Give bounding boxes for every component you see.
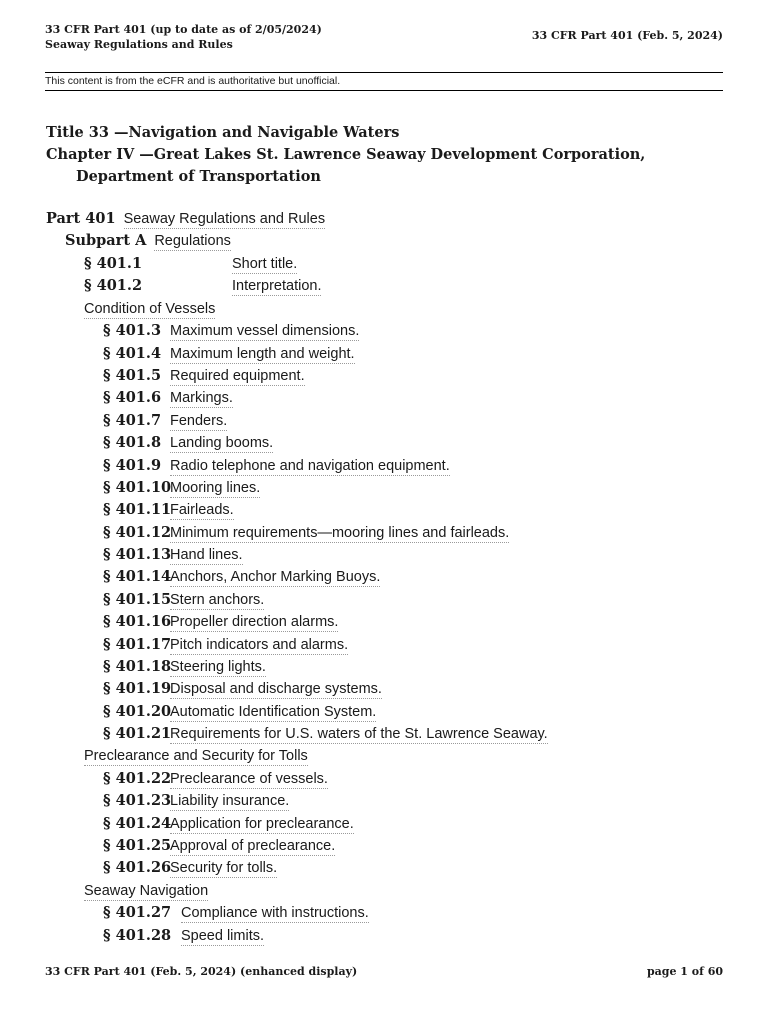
section-title-link[interactable]: Approval of preclearance. bbox=[170, 838, 336, 854]
section-number: § 401.15 bbox=[103, 591, 172, 608]
section-title-link[interactable]: Short title. bbox=[232, 256, 298, 272]
section-title-link[interactable]: Pitch indicators and alarms. bbox=[170, 637, 349, 653]
section-row[interactable] bbox=[103, 656, 266, 678]
section-title-link[interactable]: Landing booms. bbox=[170, 435, 274, 451]
section-number: § 401.28 bbox=[103, 927, 172, 944]
section-row[interactable] bbox=[103, 387, 233, 409]
section-title-link[interactable]: Interpretation. bbox=[232, 278, 322, 294]
section-row[interactable] bbox=[103, 768, 328, 790]
header-right-citation: 33 CFR Part 401 (Feb. 5, 2024) bbox=[531, 29, 723, 42]
group-heading-link[interactable]: Preclearance and Security for Tolls bbox=[84, 748, 308, 764]
group-row[interactable] bbox=[84, 880, 208, 902]
section-number: § 401.8 bbox=[103, 434, 162, 451]
section-title-link[interactable]: Fenders. bbox=[170, 413, 228, 429]
section-number: § 401.16 bbox=[103, 613, 172, 630]
section-title-link[interactable]: Maximum vessel dimensions. bbox=[170, 323, 360, 339]
section-title-link[interactable]: Application for preclearance. bbox=[170, 816, 354, 832]
part-row[interactable] bbox=[46, 208, 325, 230]
section-number: § 401.23 bbox=[103, 792, 172, 809]
page-number: page 1 of 60 bbox=[646, 965, 723, 978]
section-number: § 401.9 bbox=[103, 457, 162, 474]
section-title-link[interactable]: Mooring lines. bbox=[170, 480, 261, 496]
section-number: § 401.19 bbox=[103, 680, 172, 697]
section-title-link[interactable]: Hand lines. bbox=[170, 547, 243, 563]
section-row[interactable] bbox=[103, 678, 382, 700]
subpart-label: Subpart A bbox=[65, 232, 147, 249]
section-number: § 401.6 bbox=[103, 389, 162, 406]
subpart-row[interactable] bbox=[65, 230, 231, 252]
section-number: § 401.4 bbox=[103, 345, 162, 362]
section-row[interactable] bbox=[103, 432, 273, 454]
section-number: § 401.2 bbox=[84, 277, 143, 294]
section-number: § 401.21 bbox=[103, 725, 172, 742]
section-row[interactable] bbox=[103, 544, 243, 566]
section-number: § 401.11 bbox=[103, 501, 172, 518]
section-number: § 401.18 bbox=[103, 658, 172, 675]
section-row[interactable] bbox=[103, 589, 264, 611]
group-row[interactable] bbox=[84, 298, 215, 320]
section-row[interactable] bbox=[103, 790, 289, 812]
section-row[interactable] bbox=[103, 634, 348, 656]
section-title-link[interactable]: Requirements for U.S. waters of the St. Lawrence Seaway. bbox=[170, 726, 548, 742]
section-title-link[interactable]: Stern anchors. bbox=[170, 592, 265, 608]
title-block bbox=[46, 122, 726, 188]
section-row[interactable] bbox=[103, 499, 234, 521]
section-number: § 401.25 bbox=[103, 837, 172, 854]
section-title-link[interactable]: Speed limits. bbox=[181, 928, 265, 944]
group-row[interactable] bbox=[84, 745, 308, 767]
section-title-link[interactable]: Fairleads. bbox=[170, 502, 234, 518]
section-title-link[interactable]: Preclearance of vessels. bbox=[170, 771, 328, 787]
document-header bbox=[45, 22, 322, 52]
section-number: § 401.22 bbox=[103, 770, 172, 787]
section-title-link[interactable]: Radio telephone and navigation equipment. bbox=[170, 458, 450, 474]
group-heading-link[interactable]: Seaway Navigation bbox=[84, 883, 209, 899]
section-title-link[interactable]: Compliance with instructions. bbox=[181, 905, 369, 921]
section-title-link[interactable]: Maximum length and weight. bbox=[170, 346, 355, 362]
title-heading: Title 33 —Navigation and Navigable Waters bbox=[46, 124, 400, 141]
section-title-link[interactable]: Markings. bbox=[170, 390, 233, 406]
section-row[interactable] bbox=[103, 835, 335, 857]
subpart-title-link[interactable]: Regulations bbox=[154, 233, 231, 249]
section-number: § 401.13 bbox=[103, 546, 172, 563]
section-number: § 401.14 bbox=[103, 568, 172, 585]
section-number: § 401.3 bbox=[103, 322, 162, 339]
section-row[interactable] bbox=[103, 566, 380, 588]
section-title-link[interactable]: Security for tolls. bbox=[170, 860, 278, 876]
section-number: § 401.26 bbox=[103, 859, 172, 876]
section-row[interactable] bbox=[103, 857, 277, 879]
section-row[interactable] bbox=[103, 477, 260, 499]
section-row[interactable] bbox=[103, 343, 355, 365]
section-row[interactable] bbox=[103, 902, 369, 924]
section-row[interactable] bbox=[103, 455, 450, 477]
section-number: § 401.17 bbox=[103, 636, 172, 653]
part-label: Part 401 bbox=[46, 210, 116, 227]
section-row[interactable] bbox=[103, 701, 376, 723]
section-number: § 401.7 bbox=[103, 412, 162, 429]
section-row[interactable] bbox=[103, 365, 305, 387]
section-title-link[interactable]: Required equipment. bbox=[170, 368, 305, 384]
section-number: § 401.24 bbox=[103, 815, 172, 832]
section-row[interactable] bbox=[103, 522, 509, 544]
section-row[interactable] bbox=[84, 253, 297, 275]
section-number: § 401.1 bbox=[84, 255, 143, 272]
section-row[interactable] bbox=[103, 813, 354, 835]
section-row[interactable] bbox=[103, 611, 338, 633]
section-title-link[interactable]: Automatic Identification System. bbox=[170, 704, 377, 720]
section-row[interactable] bbox=[84, 275, 321, 297]
part-title-link[interactable]: Seaway Regulations and Rules bbox=[123, 211, 326, 227]
section-row[interactable] bbox=[103, 410, 227, 432]
section-title-link[interactable]: Anchors, Anchor Marking Buoys. bbox=[170, 569, 381, 585]
section-row[interactable] bbox=[103, 925, 264, 947]
section-title-link[interactable]: Propeller direction alarms. bbox=[170, 614, 339, 630]
section-row[interactable] bbox=[103, 723, 548, 745]
section-title-link[interactable]: Disposal and discharge systems. bbox=[170, 681, 382, 697]
header-citation: 33 CFR Part 401 (up to date as of 2/05/2024) bbox=[45, 23, 322, 36]
section-number: § 401.10 bbox=[103, 479, 172, 496]
section-number: § 401.12 bbox=[103, 524, 172, 541]
notice-bar bbox=[45, 72, 723, 91]
group-heading-link[interactable]: Condition of Vessels bbox=[84, 301, 216, 317]
section-number: § 401.27 bbox=[103, 904, 172, 921]
section-number: § 401.20 bbox=[103, 703, 172, 720]
section-row[interactable] bbox=[103, 320, 359, 342]
section-number: § 401.5 bbox=[103, 367, 162, 384]
section-title-link[interactable]: Minimum requirements—mooring lines and fairleads. bbox=[170, 525, 510, 541]
section-title-link[interactable]: Steering lights. bbox=[170, 659, 266, 675]
header-part-title: Seaway Regulations and Rules bbox=[45, 38, 233, 51]
chapter-heading: Chapter IV —Great Lakes St. Lawrence Seaway Development Corporation, Department of Transportation bbox=[46, 146, 646, 185]
section-title-link[interactable]: Liability insurance. bbox=[170, 793, 290, 809]
notice-text: This content is from the eCFR and is authoritative but unofficial. bbox=[45, 75, 341, 87]
footer-citation: 33 CFR Part 401 (Feb. 5, 2024) (enhanced display) bbox=[45, 965, 358, 978]
